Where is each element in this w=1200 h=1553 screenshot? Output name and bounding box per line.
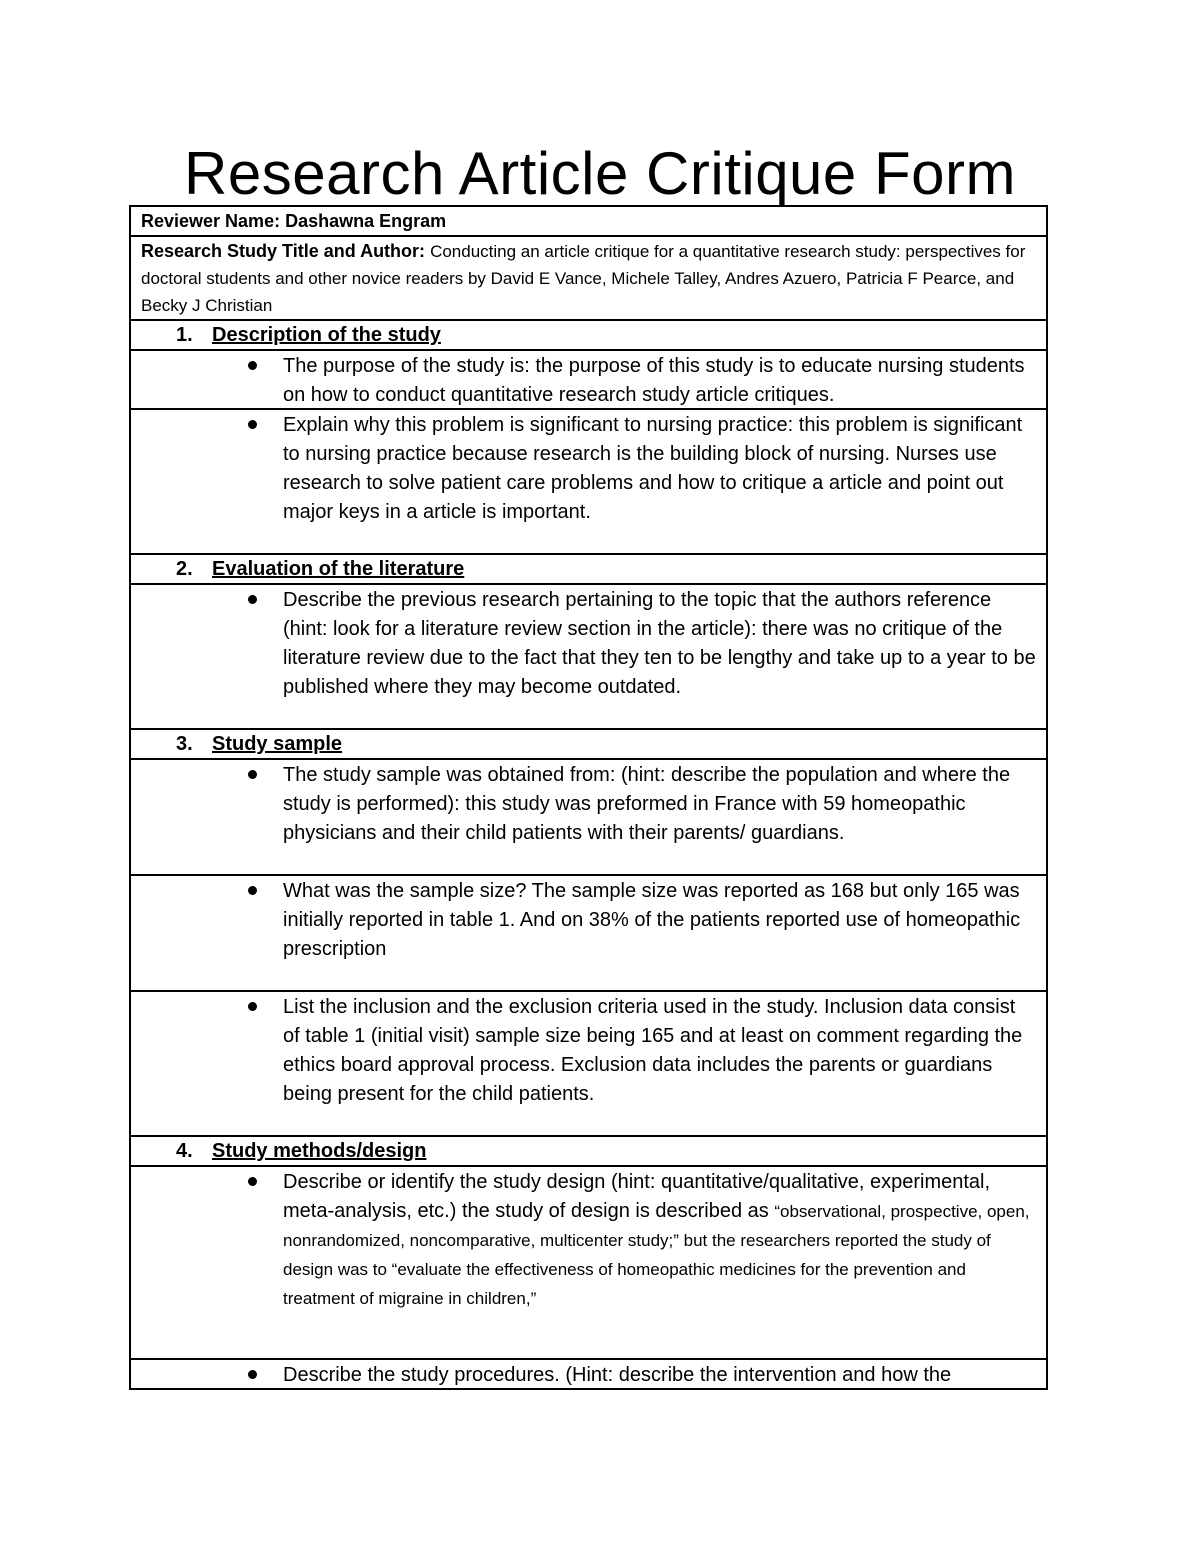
- list-item: List the inclusion and the exclusion criteria used in the study. Inclusion data consist of table 1 (initial visit) sample size being 165 and at least on comment regarding the ethics board approval process. Exclusion data includes the parents or guardians being present for the child patients.: [131, 992, 1046, 1137]
- reviewer-row: [131, 207, 1046, 237]
- section-header: 2. Evaluation of the literature: [131, 555, 1046, 585]
- reviewer-name: Reviewer Name: Dashawna Engram: [141, 211, 447, 231]
- bullet-icon: [248, 770, 257, 779]
- section-title: Evaluation of the literature: [212, 558, 465, 580]
- bullet-icon: [248, 1370, 257, 1379]
- bullet-icon: [248, 1177, 257, 1186]
- bullet-icon: [248, 886, 257, 895]
- section-header: 4. Study methods/design: [131, 1137, 1046, 1167]
- list-item: The purpose of the study is: the purpose of this study is to educate nursing students on how to conduct quantitative research study article critiques.: [131, 351, 1046, 410]
- critique-form-table: [129, 205, 1048, 1390]
- bullet-icon: [248, 1002, 257, 1011]
- study-title-value: Conducting an article critique for a quantitative research study: perspectives for doctoral students and other novice readers by David E Vance, Michele Talley, Andres Azuero, Patricia F Pearce, and Becky J Christian: [141, 242, 1026, 315]
- study-title-row: [131, 237, 1046, 321]
- list-item: Describe the study procedures. (Hint: describe the intervention and how the: [131, 1360, 1046, 1390]
- page-title: Research Article Critique Form: [184, 140, 1016, 207]
- bullet-icon: [248, 420, 257, 429]
- bullet-icon: [248, 361, 257, 370]
- section-title: Study sample: [212, 733, 343, 755]
- list-item: What was the sample size? The sample size was reported as 168 but only 165 was initially reported in table 1. And on 38% of the patients reported use of homeopathic prescription: [131, 876, 1046, 992]
- list-item: Describe the previous research pertaining to the topic that the authors reference (hint: look for a literature review section in the article): there was no critique of the literature review due to the fact that they ten to be lengthy and take up to a year to be published where they may become outdated.: [131, 585, 1046, 730]
- section-header: 1. Description of the study: [131, 321, 1046, 351]
- section-title: Description of the study: [212, 324, 441, 346]
- section-title: Study methods/design: [212, 1140, 427, 1162]
- list-item: The study sample was obtained from: (hint: describe the population and where the study is performed): this study was preformed in France with 59 homeopathic physicians and their child patients with their parents/ guardians.: [131, 760, 1046, 876]
- section-header: 3. Study sample: [131, 730, 1046, 760]
- bullet-icon: [248, 595, 257, 604]
- list-item: Explain why this problem is significant to nursing practice: this problem is significant to nursing practice because research is the building block of nursing. Nurses use research to solve patient care problems and how to critique a article and point out major keys in a article is important.: [131, 410, 1046, 555]
- study-title-label: Research Study Title and Author:: [141, 241, 426, 261]
- list-item: Describe or identify the study design (hint: quantitative/qualitative, experimental, meta-analysis, etc.) the study of design is described as “observational, prospective, open, nonrandomized, noncomparative, multicenter study;” but the researchers reported the study of design was to “evaluate the effectiveness of homeopathic medicines for the prevention and treatment of migraine in children,”: [131, 1167, 1046, 1360]
